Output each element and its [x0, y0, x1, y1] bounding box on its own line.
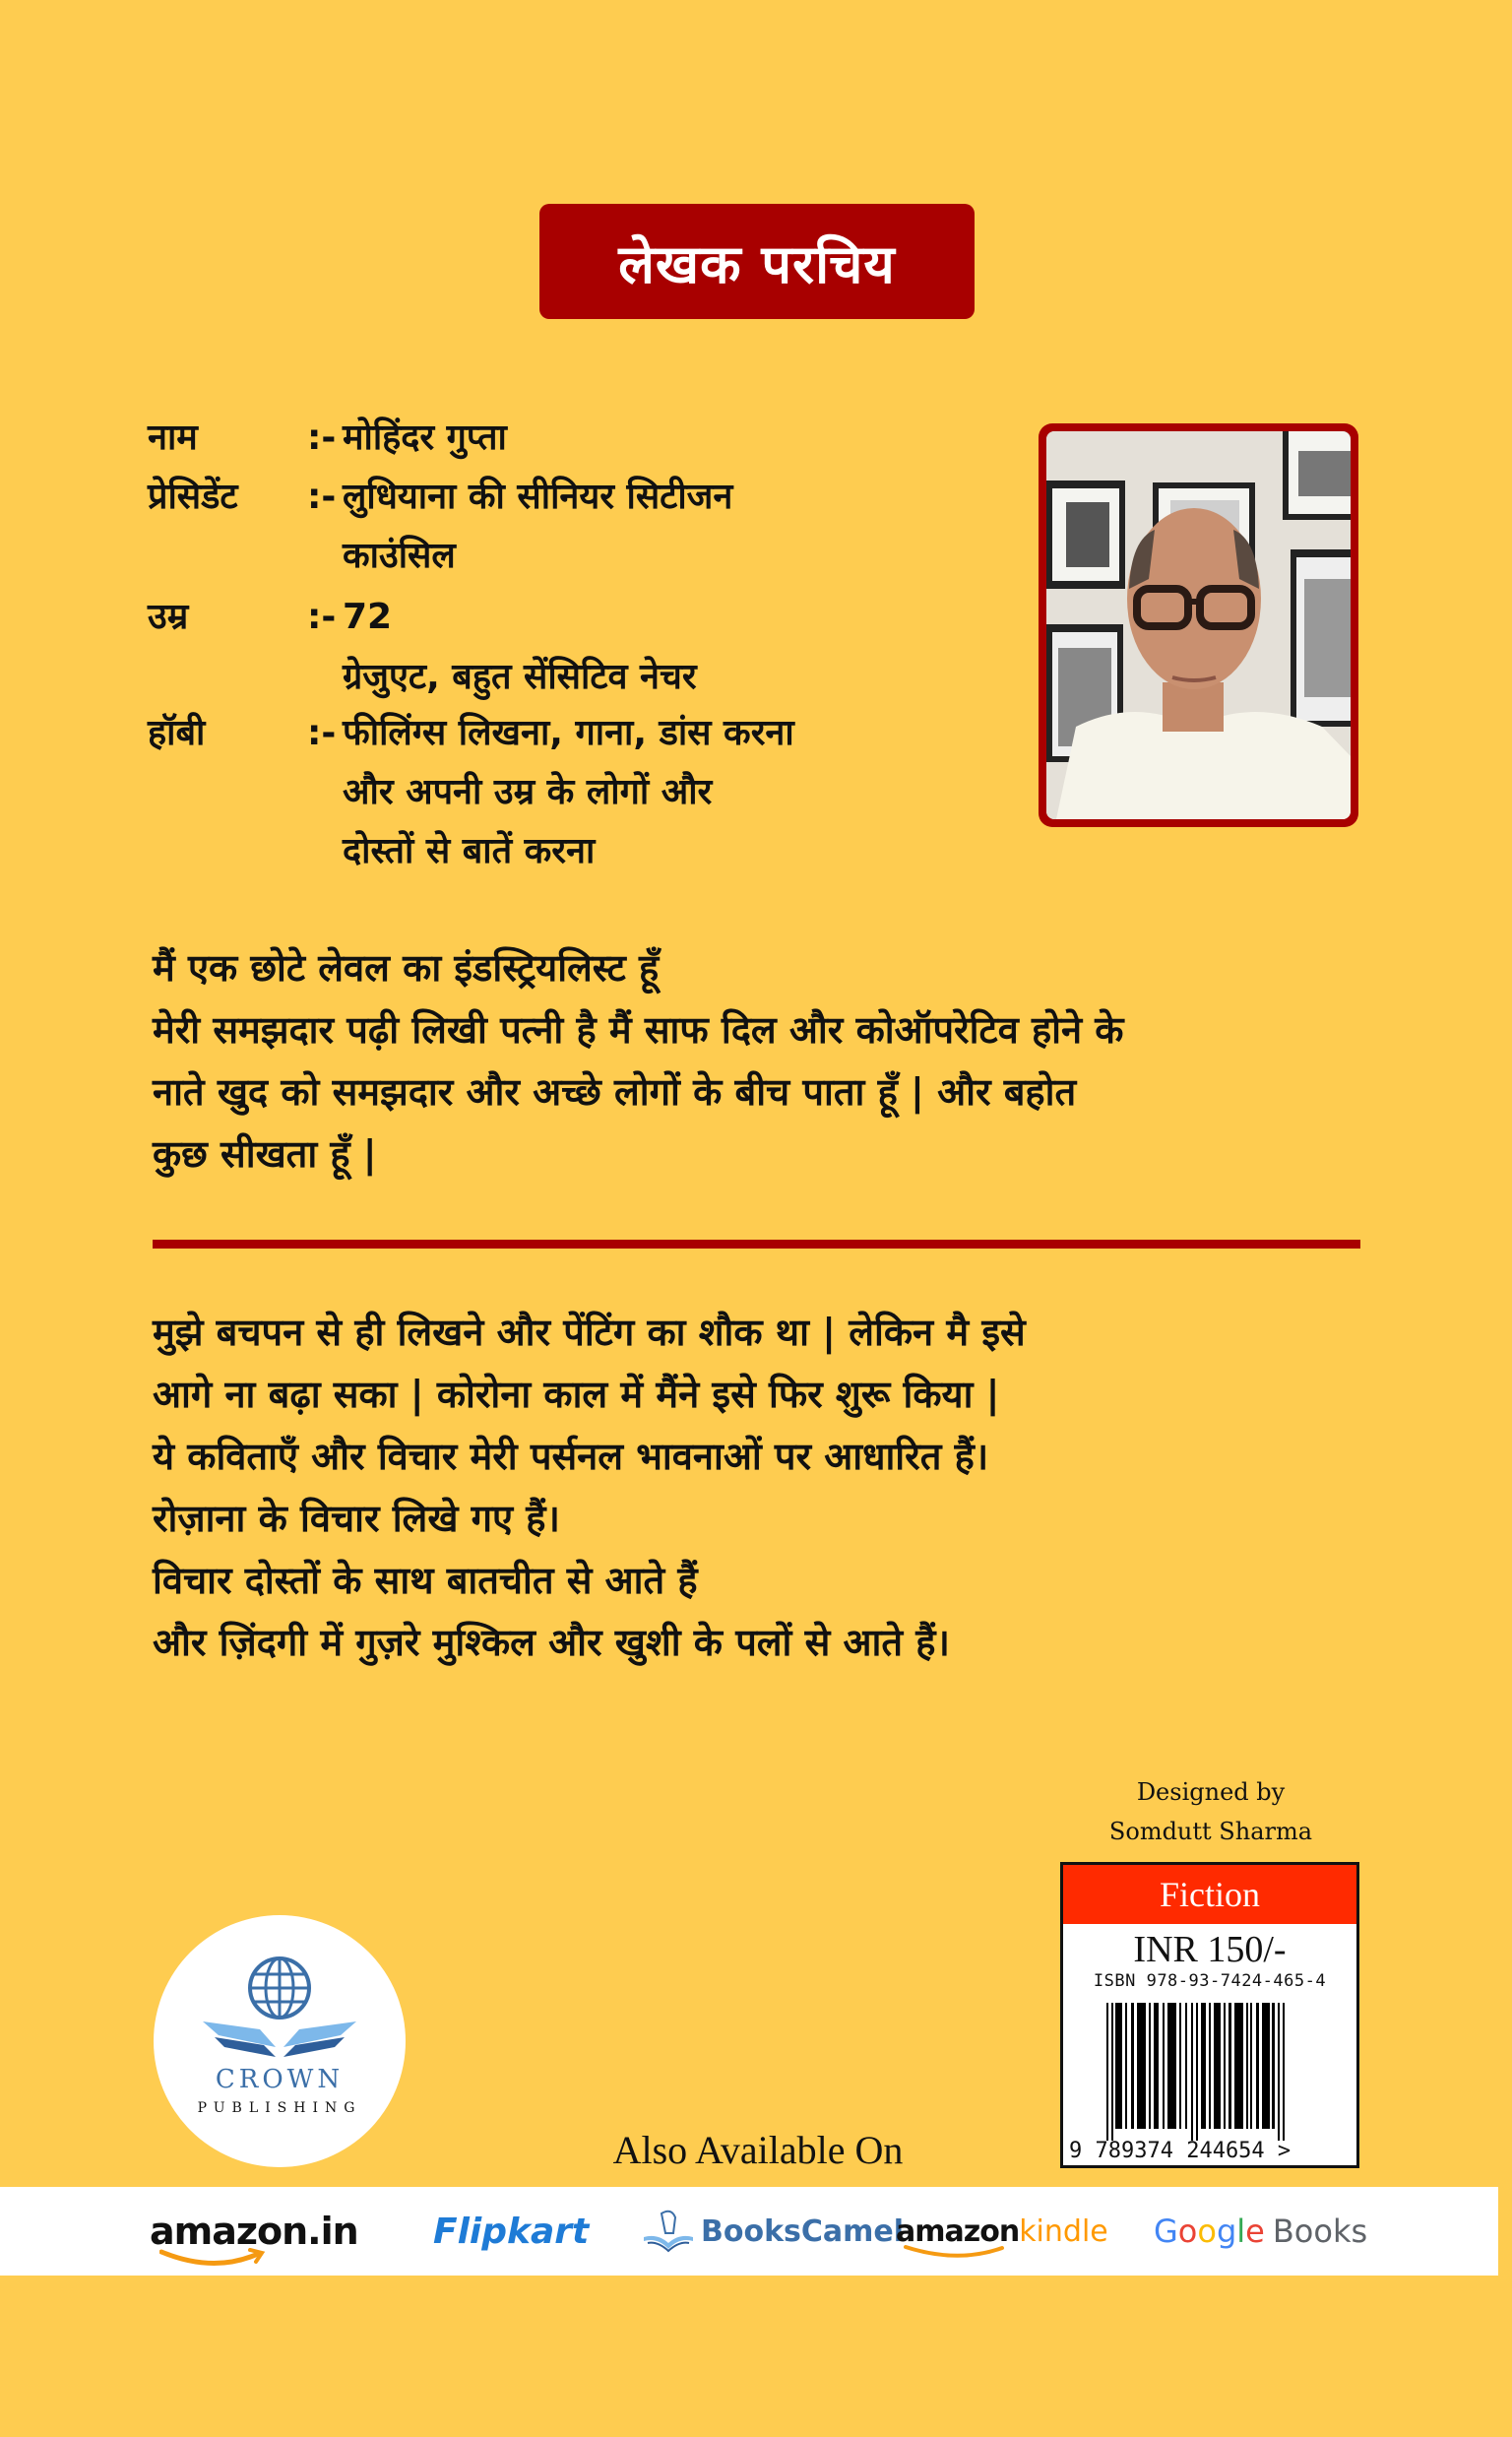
info-value: 72 [343, 597, 393, 637]
genre-label: Fiction [1063, 1865, 1356, 1924]
books-logo: Books [1272, 2213, 1368, 2250]
flipkart-logo: Flipkart [433, 2211, 590, 2252]
isbn-label: ISBN 978-93-7424-465-4 [1093, 1971, 1327, 1991]
globe-book-icon [201, 1951, 358, 2061]
bookscamel-logo: BooksCamel [701, 2213, 905, 2249]
publisher-logo [154, 1915, 406, 2167]
paragraph-line: ये कविताएँ और विचार मेरी पर्सनल भावनाओं पर आधारित हैं। [153, 1435, 989, 1478]
store-amazon-kindle[interactable] [896, 2187, 1108, 2276]
kindle-logo-kindle: kindle [1019, 2213, 1108, 2249]
designer-credit [1063, 1772, 1358, 1851]
amazon-in-logo: amazon.in [150, 2210, 358, 2253]
paragraph-line: मुझे बचपन से ही लिखने और पेंटिंग का शौक था | लेकिन मै इसे [153, 1311, 1026, 1354]
info-label: हॉबी [148, 713, 206, 753]
author-photo [1046, 431, 1351, 819]
info-label: उम्र [148, 597, 189, 637]
paragraph-line: कुछ सीखता हूँ | [153, 1132, 377, 1176]
paragraph-line: मैं एक छोटे लेवल का इंडस्ट्रियलिस्ट हूँ [153, 946, 660, 990]
store-amazon-in[interactable] [150, 2187, 358, 2276]
paragraph-line: विचार दोस्तों के साथ बातचीत से आते हैं [153, 1559, 698, 1602]
paragraph-line: रोज़ाना के विचार लिखे गए हैं। [153, 1497, 560, 1540]
portrait-icon [1046, 431, 1351, 819]
info-colon: :- [307, 417, 337, 458]
info-value: लुधियाना की सीनियर सिटीजन [343, 477, 733, 517]
info-label: प्रेसिडेंट [148, 477, 238, 517]
info-label: नाम [148, 417, 198, 458]
kindle-logo-amazon: amazon [896, 2213, 1020, 2249]
info-value: काउंसिल [343, 536, 456, 576]
google-logo: Google [1154, 2213, 1265, 2250]
info-colon: :- [307, 597, 337, 637]
price-label: INR 150/- [1133, 1929, 1287, 1970]
credit-label: Designed by [1136, 1778, 1286, 1806]
info-value: मोहिंदर गुप्ता [343, 417, 507, 458]
publisher-subtitle: PUBLISHING [197, 2100, 362, 2116]
amazon-smile-icon [904, 2244, 1012, 2262]
open-book-icon [642, 2208, 695, 2255]
intro-paragraph [153, 937, 1373, 1186]
amazon-smile-icon [159, 2248, 268, 2270]
info-value: और अपनी उम्र के लोगों और [343, 772, 713, 812]
author-photo-frame [1039, 423, 1358, 827]
info-value: फीलिंग्स लिखना, गाना, डांस करना [343, 713, 794, 753]
info-colon: :- [307, 713, 337, 753]
store-logos-bar [0, 2187, 1498, 2276]
barcode-icon [1106, 2003, 1303, 2141]
paragraph-line: आगे ना बढ़ा सका | कोरोना काल में मैंने इसे फिर शुरू किया | [153, 1373, 1000, 1416]
price-isbn-box [1060, 1862, 1359, 2168]
section-divider [153, 1240, 1360, 1249]
info-value: दोस्तों से बातें करना [343, 831, 596, 871]
credit-name: Somdutt Sharma [1108, 1818, 1313, 1845]
barcode-digits: 9 789374 244654 > [1069, 2139, 1292, 2163]
store-bookscamel[interactable] [642, 2187, 904, 2276]
story-paragraph [153, 1302, 1373, 1674]
paragraph-line: और ज़िंदगी में गुज़रे मुश्किल और खुशी के पलों से आते हैं। [153, 1621, 950, 1664]
store-flipkart[interactable] [433, 2187, 589, 2276]
info-value: ग्रेजुएट, बहुत सेंसिटिव नेचर [343, 657, 697, 697]
heading-badge [539, 204, 975, 319]
also-available-title: Also Available On [612, 2128, 904, 2172]
paragraph-line: नाते खुद को समझदार और अच्छे लोगों के बीच पाता हूँ | और बहोत [153, 1070, 1077, 1114]
paragraph-line: मेरी समझदार पढ़ी लिखी पत्नी है मैं साफ दिल और कोऑपरेटिव होने के [153, 1008, 1124, 1052]
store-google-books[interactable] [1154, 2187, 1367, 2276]
page-title: लेखक परचिय [618, 232, 896, 295]
info-colon: :- [307, 477, 337, 517]
publisher-name: CROWN [215, 2065, 345, 2094]
